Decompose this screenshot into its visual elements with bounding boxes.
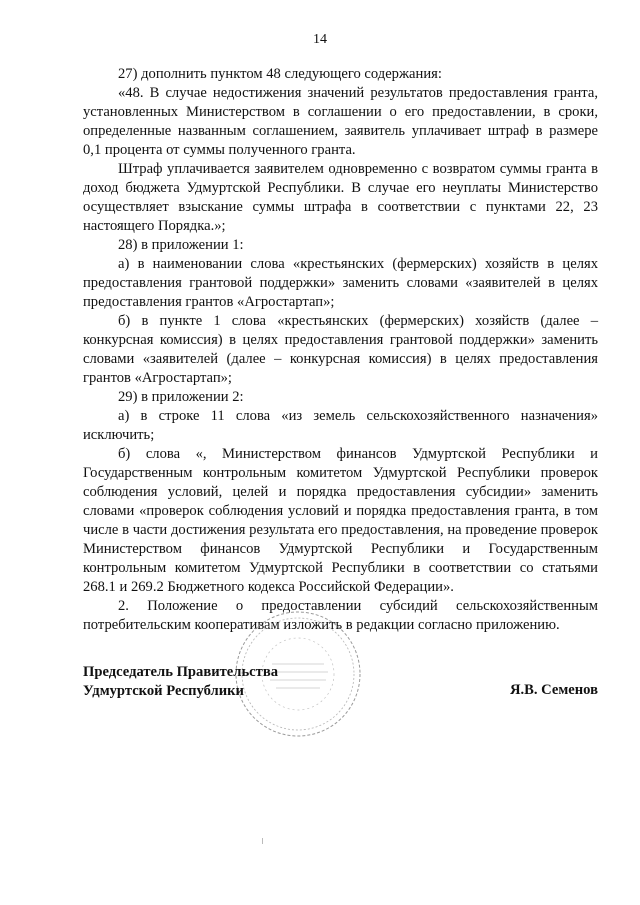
paragraph-item-2: 2. Положение о предоставлении субсидий сельскохозяйственным потребительским кооперативам изложить в редакции согласно приложению. bbox=[83, 598, 598, 633]
scan-artifact bbox=[262, 838, 263, 844]
paragraph-item-29a: а) в строке 11 слова «из земель сельскохозяйственного назначения» исключить; bbox=[83, 408, 598, 443]
signature-block bbox=[83, 663, 278, 701]
paragraph-item-28b: б) в пункте 1 слова «крестьянских (фермерских) хозяйств (далее – конкурсная комиссия) в целях предоставления грантовой поддержки» заменить словами «заявителей (далее – конкурсная комиссия) в целях предоставления грантов «Агростартап»; bbox=[83, 313, 598, 386]
paragraph-fine-payment: Штраф уплачивается заявителем одновременно с возвратом суммы гранта в доход бюджета Удмуртской Республики. В случае его неуплаты Министерство осуществляет взыскание суммы штрафа в соответствии с пунктами 22, 23 настоящего Порядка.»; bbox=[83, 161, 598, 234]
paragraph-item-28: 28) в приложении 1: bbox=[118, 237, 244, 253]
page-number: 14 bbox=[313, 32, 327, 47]
paragraph-item-28a: а) в наименовании слова «крестьянских (фермерских) хозяйств в целях предоставления грантовой поддержки» заменить словами «заявителей в целях предоставления грантов «Агростартап»; bbox=[83, 256, 598, 310]
signatory-title-line1: Председатель Правительства bbox=[83, 664, 279, 680]
paragraph-item-29b: б) слова «, Министерством финансов Удмуртской Республики и Государственным контрольным комитетом Удмуртской Республики проверок соблюдения условий, целей и порядка предоставления субсидии» заменить словами «проверок соблюдения условий и порядка предоставления гранта, в том числе в части достижения результата его предоставления, на проведение проверок Министерством финансов Удмуртской Республики и Государственным контрольным комитетом Удмуртской Республики в соответствии со статьями 268.1 и 269.2 Бюджетного кодекса Российской Федерации». bbox=[83, 446, 598, 595]
paragraph-new-point-48: «48. В случае недостижения значений результатов предоставления гранта, установленных Министерством в соглашении о его предоставлении, в сроки, определенные названным соглашением, заявитель уплачивает штраф в размере 0,1 процента от суммы полученного гранта. bbox=[83, 85, 598, 158]
signatory-name: Я.В. Семенов bbox=[509, 682, 598, 698]
signatory-title-line2: Удмуртской Республики bbox=[83, 683, 244, 699]
paragraph-item-29: 29) в приложении 2: bbox=[118, 389, 244, 405]
document-body bbox=[83, 65, 598, 635]
paragraph-item-27: 27) дополнить пунктом 48 следующего содержания: bbox=[118, 66, 442, 82]
